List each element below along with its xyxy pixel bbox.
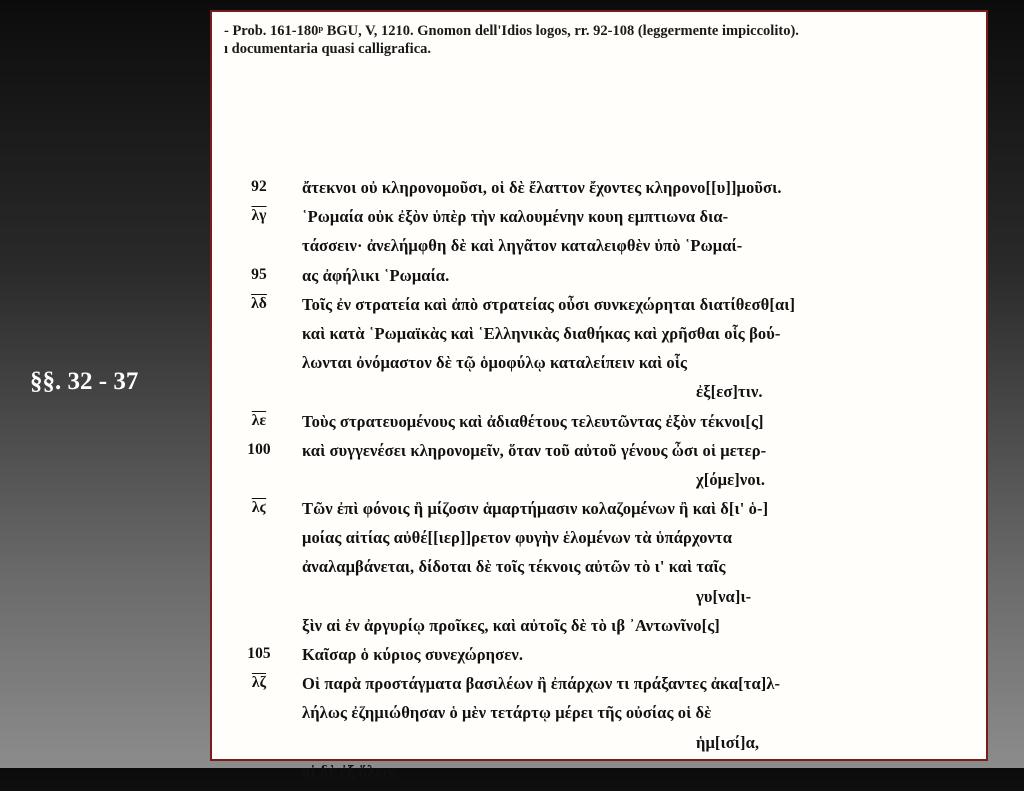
line-text: ἡμ[ισί]α, (696, 732, 760, 752)
line-text: τάσσειν· ἀνελήμφθη δὲ καὶ ληγᾶτον καταλειφθὲν ὑπὸ ῾Ρωμαί- (302, 236, 743, 256)
line-text: καὶ κατὰ ῾Ρωμαϊκὰς καὶ ῾Ελληνικὰς διαθήκας καὶ χρῆσθαι οἷς βού- (302, 323, 781, 343)
text-line (212, 499, 988, 528)
text-line (212, 412, 988, 441)
text-line (212, 178, 988, 207)
text-line (212, 703, 988, 732)
text-line (212, 557, 988, 586)
text-line (212, 528, 988, 557)
text-line (212, 441, 988, 470)
section-number: $\overline{\lambda\varepsilon}$ (251, 411, 267, 429)
line-text: γυ[να]ι- (696, 586, 752, 606)
text-line (212, 207, 988, 236)
section-number: $\overline{\lambda\gamma}$ (251, 207, 267, 225)
line-text: λωνται ὀνόμαστον δὲ τῷ ὁμοφύλῳ καταλείπειν καὶ οἷς (302, 353, 688, 373)
greek-text-block (212, 178, 988, 791)
section-number: $\overline{\lambda ϛ}$ (251, 499, 267, 517)
line-text: Τοῖς ἐν στρατεία καὶ ἀπὸ στρατείας οὖσι συνκεχώρηται διατίθεσθ[αι] (302, 294, 796, 314)
line-text: Τῶν ἐπὶ φόνοις ἢ μίζοσιν ἁμαρτήμασιν κολαζομένων ἢ καὶ δ[ι' ὁ-] (302, 499, 769, 519)
line-text: ἐξ[εσ]τιν. (696, 382, 763, 402)
text-line (212, 762, 988, 791)
line-text: Τοὺς στρατευομένους καὶ ἀδιαθέτους τελευτῶντας ἐξὸν τέκνοι[ς] (302, 411, 764, 431)
line-text: χ[όμε]νοι. (696, 469, 766, 489)
text-line (212, 616, 988, 645)
line-text: ῾Ρωμαία οὐκ ἐξὸν ὑπὲρ τὴν καλουμένην κουη εμπτιωνα δια- (302, 207, 729, 227)
line-text: Καῖσαρ ὁ κύριος συνεχώρησεν. (302, 645, 524, 664)
text-line (212, 645, 988, 674)
text-line (212, 266, 988, 295)
text-line (212, 733, 988, 762)
page-header (224, 22, 984, 58)
header-line-2: ı documentaria quasi calligrafica. (224, 41, 432, 57)
line-text: οἱ δὲ ἐξ ὅλων. (302, 761, 400, 781)
line-text: ἄτεκνοι οὐ κληρονομοῦσι, οἱ δὲ ἔλαττον ἔχοντες κληρονο[[υ]]μοῦσι. (302, 178, 782, 197)
line-text: Οἱ παρὰ προστάγματα βασιλέων ἢ ἐπάρχων τι πράξαντες ἀκα[τα]λ- (302, 674, 781, 694)
text-line (212, 324, 988, 353)
scanned-page (210, 10, 988, 781)
text-line (212, 353, 988, 382)
line-number: 105 (247, 645, 271, 662)
header-line-1: - Prob. 161-180ᵖ BGU, V, 1210. Gnomon dell'Idios logos, rr. 92-108 (leggermente impiccolito). (224, 23, 799, 39)
line-number: 95 (251, 265, 267, 283)
line-text: μοίας αἰτίας αὐθέ[[ιερ]]ρετον φυγὴν ἑλομένων τὰ ὑπάρχοντα (302, 528, 733, 548)
text-line (212, 470, 988, 499)
section-number: $\overline{\lambda\delta}$ (251, 294, 267, 312)
text-line (212, 587, 988, 616)
line-text: ἀναλαμβάνεται, δίδοται δὲ τοῖς τέκνοις αὐτῶν τὸ ι' καὶ ταῖς (302, 557, 726, 577)
text-line (212, 236, 988, 265)
line-number: 100 (247, 440, 271, 458)
text-line (212, 382, 988, 411)
section-range-label: §§. 32 - 37 (30, 368, 139, 395)
line-text: ας ἀφήλικι ῾Ρωμαία. (302, 265, 450, 285)
line-text: λήλως ἐζημιώθησαν ὁ μὲν τετάρτῳ μέρει τῆς οὐσίας οἱ δὲ (302, 703, 712, 723)
text-line (212, 295, 988, 324)
line-number: 92 (251, 178, 267, 195)
text-line (212, 674, 988, 703)
line-text: καὶ συγγενέσει κληρονομεῖν, ὅταν τοῦ αὐτοῦ γένους ὦσι οἱ μετερ- (302, 440, 767, 460)
section-number: $\overline{\lambda\zeta}$ (251, 674, 267, 692)
line-text: ξὶν αἱ ἐν ἀργυρίῳ προῖκες, καὶ αὐτοῖς δὲ τὸ ιβ ᾿Αντωνῖνο[ς] (302, 615, 720, 635)
